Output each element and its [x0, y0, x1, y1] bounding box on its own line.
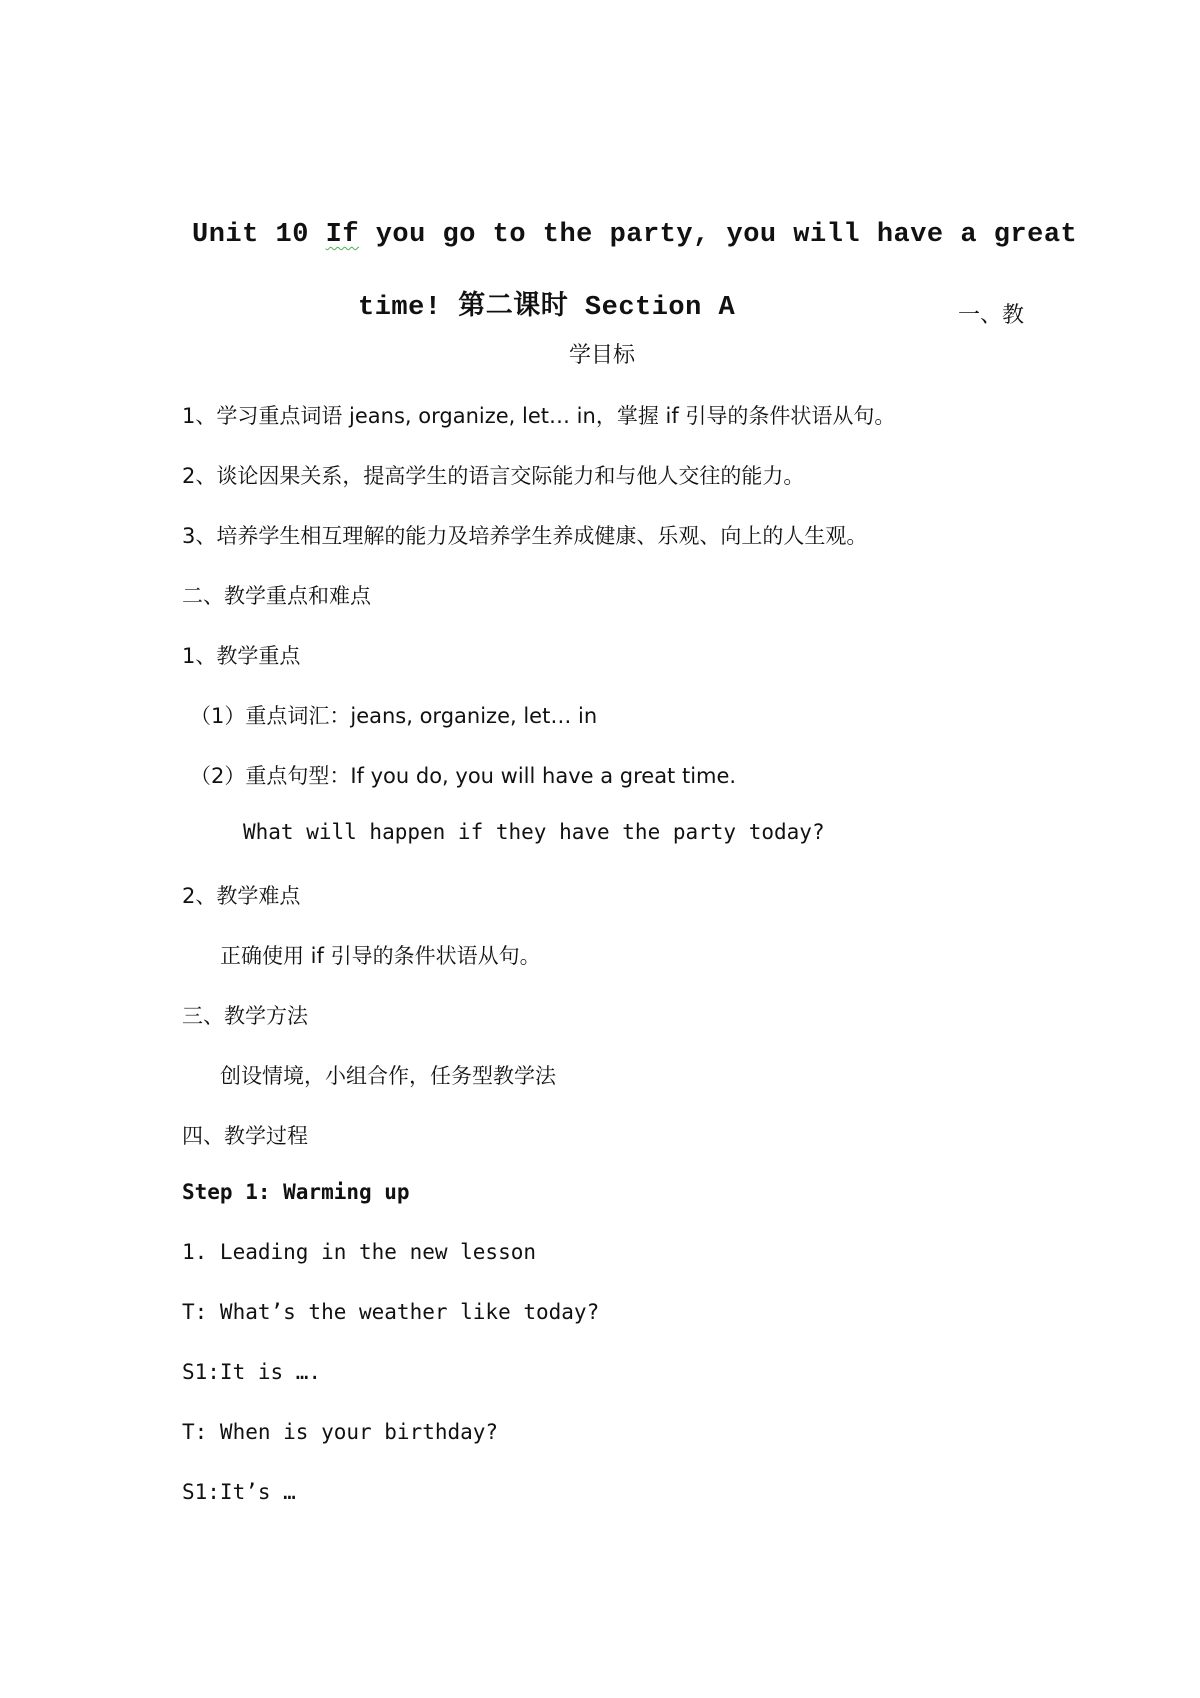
process-line-5: S1:It’s …	[182, 1480, 296, 1504]
section2-heading: 二、教学重点和难点	[182, 584, 371, 608]
document-title-line-1	[192, 220, 1077, 250]
title-lesson-cn: 第二课时	[458, 290, 569, 321]
title-section: Section A	[568, 293, 736, 323]
teaching-method-item: 创设情境，小组合作，任务型教学法	[220, 1064, 556, 1088]
difficult-points-heading: 2、教学难点	[182, 884, 301, 908]
process-line-3: S1:It is ….	[182, 1360, 322, 1384]
objective-item-2: 2、谈论因果关系，提高学生的语言交际能力和与他人交往的能力。	[182, 464, 805, 488]
key-points-heading: 1、教学重点	[182, 644, 301, 668]
document-title-line-2	[358, 283, 735, 323]
title-prefix: Unit 10	[192, 220, 326, 250]
key-vocabulary: （1）重点词汇：jeans, organize, let… in	[190, 704, 598, 728]
objective-item-1: 1、学习重点词语 jeans, organize, let… in，掌握 if 引导的条件状语从句。	[182, 404, 896, 428]
difficult-point-item: 正确使用 if 引导的条件状语从句。	[220, 944, 541, 968]
section4-heading: 四、教学过程	[182, 1124, 308, 1148]
section3-heading: 三、教学方法	[182, 1004, 308, 1028]
key-sentence-pattern: （2）重点句型：If you do, you will have a great time.	[190, 764, 737, 788]
process-line-2: T: What’s the weather like today?	[182, 1300, 600, 1324]
step1-heading: Step 1: Warming up	[182, 1180, 410, 1204]
title-spellcheck-word: If	[325, 220, 360, 250]
objective-item-3: 3、培养学生相互理解的能力及培养学生养成健康、乐观、向上的人生观。	[182, 524, 868, 548]
process-line-4: T: When is your birthday?	[182, 1420, 499, 1444]
section1-heading-part1: 一、教	[958, 303, 1025, 328]
key-sentence-example: What will happen if they have the party today?	[243, 820, 825, 844]
section1-heading-part2: 学目标	[569, 343, 636, 368]
title-suffix: you go to the party, you will have a great	[359, 220, 1078, 250]
process-line-1: 1. Leading in the new lesson	[182, 1240, 537, 1264]
title-time: time!	[358, 293, 459, 323]
